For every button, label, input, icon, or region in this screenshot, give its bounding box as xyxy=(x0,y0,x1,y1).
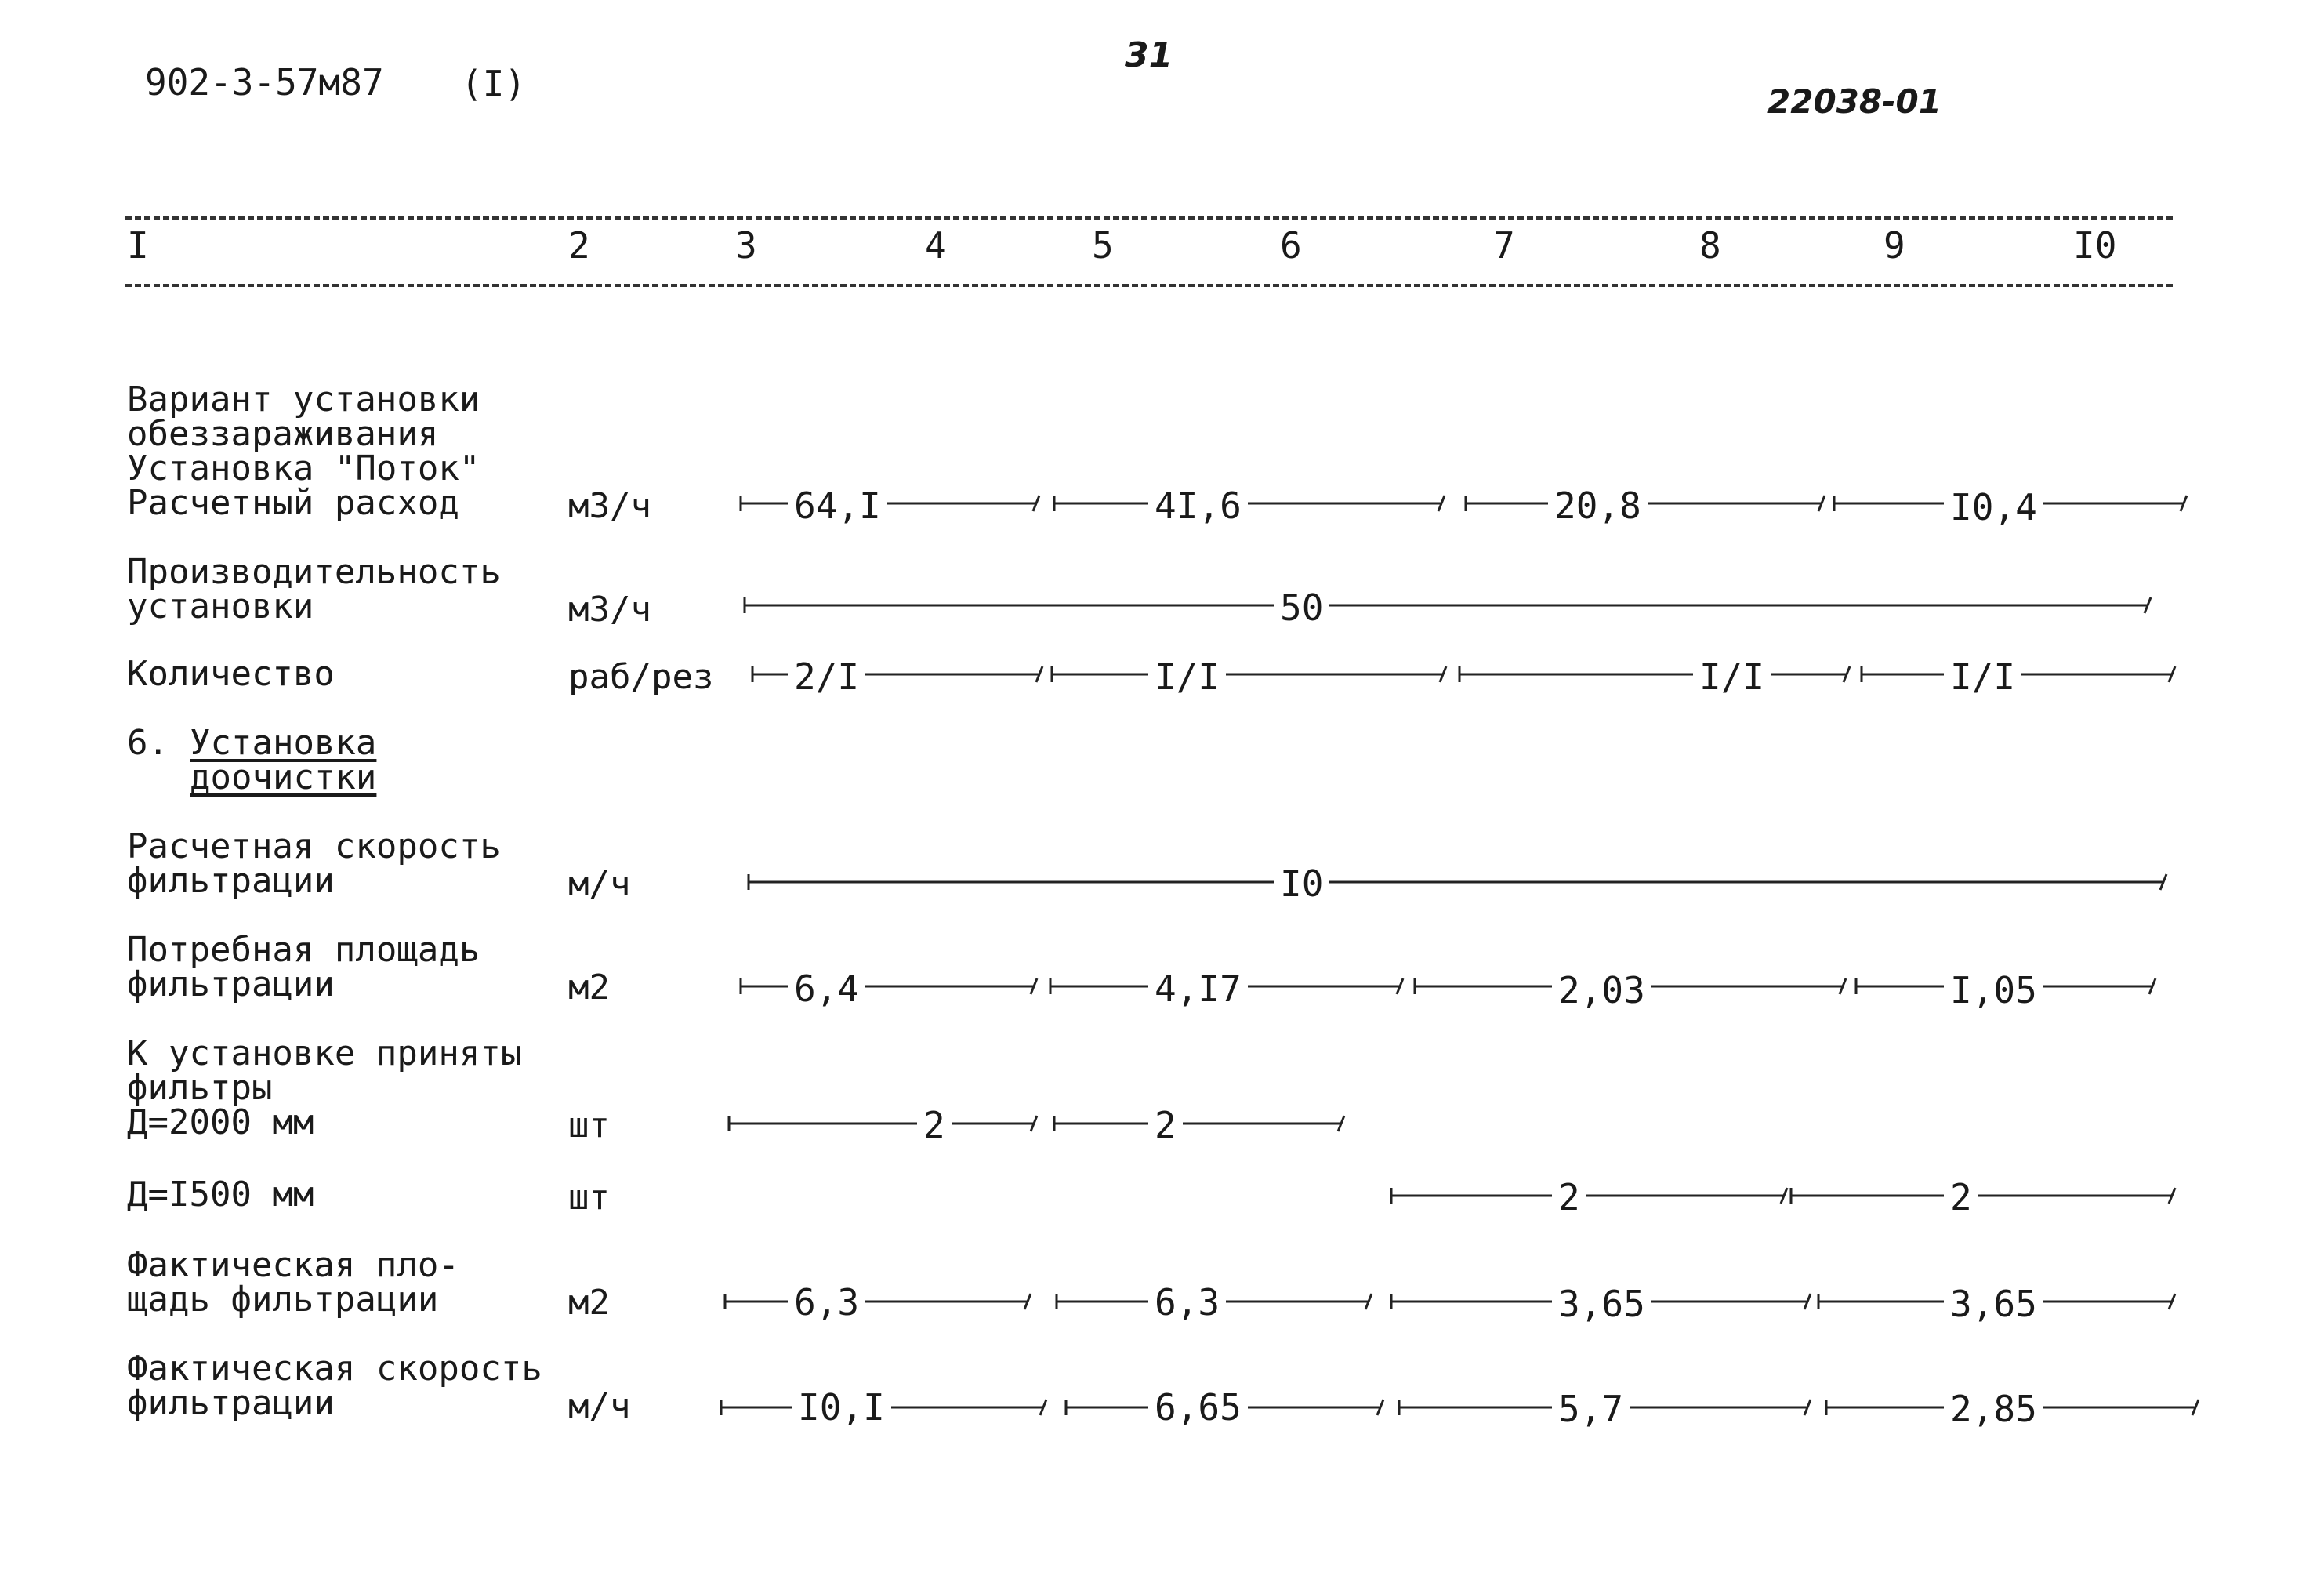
cell-value: 2/I xyxy=(788,655,865,698)
row-unit: м/ч xyxy=(568,1386,631,1426)
column-number: I xyxy=(127,224,149,267)
column-number: 9 xyxy=(1883,224,1905,267)
row-label: Производительность xyxy=(127,552,501,592)
cell-value: 2,03 xyxy=(1552,969,1651,1011)
row-label: фильтрации xyxy=(127,964,335,1004)
row-label: фильтры xyxy=(127,1068,273,1108)
section-title-line: обеззараживания xyxy=(127,414,439,454)
row-label: Фактическая скорость xyxy=(127,1349,542,1389)
cell-value: I0,4 xyxy=(1944,486,2043,528)
row-label: Д=I500 мм xyxy=(127,1175,314,1214)
page-number: 31 xyxy=(1125,35,1173,75)
cell-value: 3,65 xyxy=(1944,1283,2043,1325)
cell-value: 6,65 xyxy=(1148,1386,1248,1429)
cell-value: I/I xyxy=(1693,655,1771,698)
row-unit: м3/ч xyxy=(568,486,651,526)
part-number: (I) xyxy=(461,63,527,105)
row-unit: шт xyxy=(568,1178,610,1218)
row-label: К установке приняты xyxy=(127,1033,522,1073)
archive-number: 22038-01 xyxy=(1767,82,1942,121)
row-unit: м2 xyxy=(568,968,610,1008)
row-label: щадь фильтрации xyxy=(127,1280,439,1320)
row-unit: шт xyxy=(568,1106,610,1145)
cell-value: 4I,6 xyxy=(1148,485,1248,527)
cell-value: 6,3 xyxy=(788,1281,865,1323)
column-number: 4 xyxy=(925,224,947,267)
cell-value: 50 xyxy=(1274,586,1329,629)
cell-value: 2,85 xyxy=(1944,1388,2043,1430)
row-unit: м3/ч xyxy=(568,590,651,630)
cell-value: 20,8 xyxy=(1548,485,1648,527)
row-label: Д=2000 мм xyxy=(127,1102,314,1142)
section-title-line: Вариант установки xyxy=(127,379,480,419)
section-title-line: Установка "Поток" xyxy=(127,448,480,488)
cell-value: 6,3 xyxy=(1148,1281,1226,1323)
row-unit: м2 xyxy=(568,1283,610,1323)
row-label: Фактическая пло- xyxy=(127,1245,459,1285)
row-label: Расчетный расход xyxy=(127,483,459,523)
column-number: 3 xyxy=(735,224,757,267)
row-label: Потребная площадь xyxy=(127,930,480,970)
row-label: Расчетная скорость xyxy=(127,826,501,866)
section-number: 6. xyxy=(127,723,169,763)
cell-value: 3,65 xyxy=(1552,1283,1651,1325)
document-code: 902-3-57м87 xyxy=(145,61,384,103)
row-unit: м/ч xyxy=(568,864,631,904)
column-number: 5 xyxy=(1092,224,1114,267)
cell-value: I0 xyxy=(1274,862,1329,905)
cell-value: 64,I xyxy=(788,485,887,527)
column-number: 6 xyxy=(1280,224,1302,267)
cell-value: I0,I xyxy=(792,1386,891,1429)
row-label: установки xyxy=(127,586,314,626)
section-heading-line: доочистки xyxy=(190,757,377,797)
cell-value: I/I xyxy=(1148,655,1226,698)
row-label: фильтрации xyxy=(127,861,335,901)
column-number: 7 xyxy=(1493,224,1515,267)
cell-value: I,05 xyxy=(1944,969,2043,1011)
column-number: I0 xyxy=(2073,224,2117,267)
cell-value: I/I xyxy=(1944,655,2021,698)
row-label: фильтрации xyxy=(127,1383,335,1423)
column-number: 8 xyxy=(1699,224,1721,267)
cell-value: 6,4 xyxy=(788,968,865,1010)
column-number: 2 xyxy=(568,224,590,267)
cell-value: 2 xyxy=(1944,1176,1978,1218)
row-unit: раб/рез xyxy=(568,657,714,697)
cell-value: 4,I7 xyxy=(1148,968,1248,1010)
row-label: Количество xyxy=(127,654,335,694)
cell-value: 5,7 xyxy=(1552,1388,1630,1430)
section-heading-line: Установка xyxy=(190,723,377,763)
cell-value: 2 xyxy=(1148,1104,1183,1146)
cell-value: 2 xyxy=(1552,1176,1586,1218)
cell-value: 2 xyxy=(917,1104,952,1146)
